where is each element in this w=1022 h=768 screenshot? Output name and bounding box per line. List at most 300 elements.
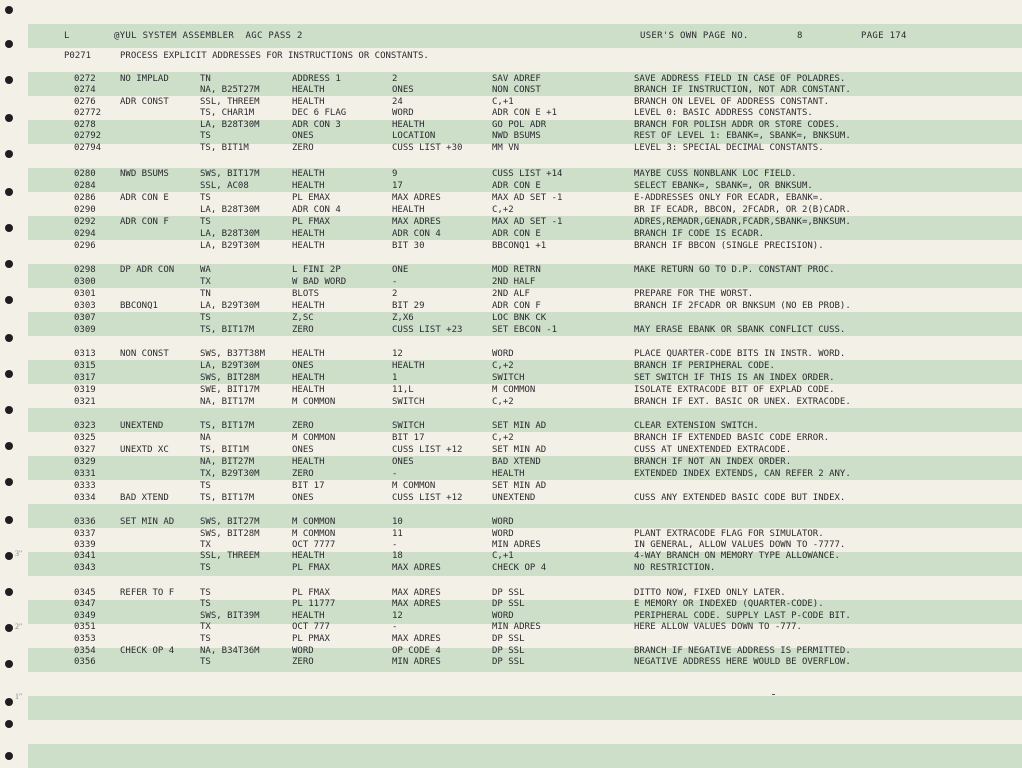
listing-row <box>0 517 1022 528</box>
address-3: NWD BSUMS <box>492 131 541 141</box>
location-label: ADR CON F <box>120 217 169 227</box>
address-2: WORD <box>392 108 414 118</box>
listing-row <box>0 265 1022 276</box>
address-3: MIN ADRES <box>492 540 541 550</box>
address-1: HEALTH <box>292 457 325 467</box>
operation-field: LA, B29T30M <box>200 361 260 371</box>
address-2: 12 <box>392 611 403 621</box>
address-2: MAX ADRES <box>392 599 441 609</box>
address-3: ADR CON E +1 <box>492 108 558 118</box>
remarks: E MEMORY OR INDEXED (QUARTER-CODE). <box>634 599 824 609</box>
location-label: ADR CON E <box>120 193 169 203</box>
remarks: SET SWITCH IF THIS IS AN INDEX ORDER. <box>634 373 835 383</box>
remarks: NO RESTRICTION. <box>634 563 716 573</box>
address-1: PL PMAX <box>292 634 330 644</box>
address-3: 2ND ALF <box>492 289 530 299</box>
listing-row <box>0 599 1022 610</box>
remarks: SELECT EBANK=, SBANK=, OR BNKSUM. <box>634 181 813 191</box>
listing-row <box>0 193 1022 204</box>
remarks: MAY ERASE EBANK OR SBANK CONFLICT CUSS. <box>634 325 846 335</box>
location-label: NWD BSUMS <box>120 169 169 179</box>
address-3: WORD <box>492 349 514 359</box>
listing-row <box>0 289 1022 300</box>
address-2: SWITCH <box>392 397 425 407</box>
remarks: NEGATIVE ADDRESS HERE WOULD BE OVERFLOW. <box>634 657 851 667</box>
listing-row <box>0 529 1022 540</box>
address-3: BAD XTEND <box>492 457 541 467</box>
address-2: 9 <box>392 169 398 179</box>
listing-row <box>0 540 1022 551</box>
address-3: NON CONST <box>492 85 541 95</box>
listing-row <box>0 646 1022 657</box>
address-3: CUSS LIST +14 <box>492 169 563 179</box>
address-2: CUSS LIST +12 <box>392 445 463 455</box>
remarks: PERIPHERAL CODE. SUPPLY LAST P-CODE BIT. <box>634 611 851 621</box>
address-2: ONES <box>392 85 414 95</box>
line-number: 0351 <box>74 622 96 632</box>
location-label: BAD XTEND <box>120 493 169 503</box>
remarks: ISOLATE EXTRACODE BIT OF EXPLAD CODE. <box>634 385 835 395</box>
operation-field: TX <box>200 622 211 632</box>
line-number: 0329 <box>74 457 96 467</box>
listing-row <box>0 97 1022 108</box>
line-number: 0321 <box>74 397 96 407</box>
address-3: WORD <box>492 611 514 621</box>
line-number: 0336 <box>74 517 96 527</box>
line-number: 0354 <box>74 646 96 656</box>
remarks: BRANCH IF CODE IS ECADR. <box>634 229 765 239</box>
ruler-mark: 1" <box>15 692 23 701</box>
line-number: 0300 <box>74 277 96 287</box>
listing-row <box>0 241 1022 252</box>
operation-field: TS <box>200 588 211 598</box>
address-1: HEALTH <box>292 611 325 621</box>
remarks: PLACE QUARTER-CODE BITS IN INSTR. WORD. <box>634 349 846 359</box>
operation-field: SWS, BIT39M <box>200 611 260 621</box>
operation-field: NA <box>200 433 211 443</box>
address-3: C,+1 <box>492 551 514 561</box>
address-1: ZERO <box>292 421 314 431</box>
line-number: 0327 <box>74 445 96 455</box>
listing-row <box>0 611 1022 622</box>
address-2: MAX ADRES <box>392 634 441 644</box>
operation-field: SWE, BIT17M <box>200 385 260 395</box>
address-2: 17 <box>392 181 403 191</box>
address-1: ZERO <box>292 469 314 479</box>
operation-field: SWS, BIT28M <box>200 529 260 539</box>
address-2: 1 <box>392 373 398 383</box>
operation-field: TN <box>200 289 211 299</box>
remarks: PREPARE FOR THE WORST. <box>634 289 754 299</box>
operation-field: SSL, THREEM <box>200 551 260 561</box>
address-1: M COMMON <box>292 433 336 443</box>
address-1: HEALTH <box>292 385 325 395</box>
address-1: HEALTH <box>292 181 325 191</box>
line-number: 0303 <box>74 301 96 311</box>
address-2: M COMMON <box>392 481 436 491</box>
address-1: L FINI 2P <box>292 265 341 275</box>
address-1: Z,SC <box>292 313 314 323</box>
remarks: HERE ALLOW VALUES DOWN TO -777. <box>634 622 802 632</box>
address-2: 11,L <box>392 385 414 395</box>
address-2: Z,X6 <box>392 313 414 323</box>
operation-field: SWS, BIT17M <box>200 169 260 179</box>
operation-field: TS, BIT17M <box>200 325 255 335</box>
remarks: CUSS ANY EXTENDED BASIC CODE BUT INDEX. <box>634 493 846 503</box>
listing-row <box>0 131 1022 142</box>
listing-row <box>0 349 1022 360</box>
address-2: MAX ADRES <box>392 563 441 573</box>
remarks: MAKE RETURN GO TO D.P. CONSTANT PROC. <box>634 265 835 275</box>
scan-speck <box>772 694 775 695</box>
listing-row <box>0 563 1022 574</box>
remarks: CUSS AT UNEXTENDED EXTRACODE. <box>634 445 792 455</box>
line-number: 0331 <box>74 469 96 479</box>
listing-row <box>0 445 1022 456</box>
address-2: SWITCH <box>392 421 425 431</box>
address-2: MAX ADRES <box>392 588 441 598</box>
line-number: 0313 <box>74 349 96 359</box>
line-number: 0347 <box>74 599 96 609</box>
address-1: ONES <box>292 493 314 503</box>
address-3: BBCONQ1 +1 <box>492 241 547 251</box>
remarks: BRANCH IF NEGATIVE ADDRESS IS PERMITTED. <box>634 646 851 656</box>
address-2: ONES <box>392 457 414 467</box>
listing-row <box>0 361 1022 372</box>
address-3: DP SSL <box>492 599 525 609</box>
address-2: HEALTH <box>392 205 425 215</box>
listing-row <box>0 120 1022 131</box>
remarks: 4-WAY BRANCH ON MEMORY TYPE ALLOWANCE. <box>634 551 840 561</box>
page-number: PAGE 174 <box>861 31 907 41</box>
operation-field: TS, BIT17M <box>200 421 255 431</box>
listing-row <box>0 634 1022 645</box>
location-label: UNEXTEND <box>120 421 164 431</box>
operation-field: TS, BIT1M <box>200 143 249 153</box>
remarks: LEVEL 0: BASIC ADDRESS CONSTANTS. <box>634 108 813 118</box>
listing-row <box>0 457 1022 468</box>
assembler-title: @YUL SYSTEM ASSEMBLER AGC PASS 2 <box>114 31 303 41</box>
location-label: NON CONST <box>120 349 169 359</box>
address-1: BLOTS <box>292 289 320 299</box>
location-label: REFER TO F <box>120 588 175 598</box>
line-number: 02794 <box>74 143 102 153</box>
address-2: CUSS LIST +12 <box>392 493 463 503</box>
listing-row <box>0 469 1022 480</box>
address-1: WORD <box>292 646 314 656</box>
line-number: 0290 <box>74 205 96 215</box>
users-page-number: 8 <box>797 31 803 41</box>
listing-row <box>0 301 1022 312</box>
line-number: 02792 <box>74 131 102 141</box>
listing-row <box>0 622 1022 633</box>
line-number: 0337 <box>74 529 96 539</box>
address-3: MAX AD SET -1 <box>492 217 563 227</box>
address-1: W BAD WORD <box>292 277 347 287</box>
listing-row <box>0 313 1022 324</box>
address-1: PL EMAX <box>292 193 330 203</box>
operation-field: LA, B28T30M <box>200 229 260 239</box>
listing-row <box>0 143 1022 154</box>
remarks: SAVE ADDRESS FIELD IN CASE OF POLADRES. <box>634 74 846 84</box>
address-2: - <box>392 469 398 479</box>
remarks: CLEAR EXTENSION SWITCH. <box>634 421 759 431</box>
remarks: DITTO NOW, FIXED ONLY LATER. <box>634 588 786 598</box>
address-1: OCT 777 <box>292 622 330 632</box>
line-number: 0341 <box>74 551 96 561</box>
address-3: MOD RETRN <box>492 265 541 275</box>
operation-field: TS <box>200 217 211 227</box>
address-3: WORD <box>492 529 514 539</box>
operation-field: TX <box>200 540 211 550</box>
line-number: 0284 <box>74 181 96 191</box>
address-1: ADR CON 4 <box>292 205 341 215</box>
section-title-text: PROCESS EXPLICIT ADDRESSES FOR INSTRUCTIONS OR CONSTANTS. <box>120 51 429 61</box>
line-number: 0278 <box>74 120 96 130</box>
operation-field: TX, B29T30M <box>200 469 260 479</box>
listing-row <box>0 657 1022 668</box>
line-number: 0274 <box>74 85 96 95</box>
address-1: OCT 7777 <box>292 540 336 550</box>
operation-field: TS <box>200 131 211 141</box>
listing-row <box>0 373 1022 384</box>
location-label: SET MIN AD <box>120 517 175 527</box>
operation-field: TS, CHAR1M <box>200 108 255 118</box>
address-3: ADR CON E <box>492 229 541 239</box>
line-number: 0333 <box>74 481 96 491</box>
listing-row <box>0 217 1022 228</box>
address-1: HEALTH <box>292 241 325 251</box>
listing-row <box>0 205 1022 216</box>
address-2: ADR CON 4 <box>392 229 441 239</box>
address-3: ADR CON F <box>492 301 541 311</box>
operation-field: SWS, BIT28M <box>200 373 260 383</box>
address-2: - <box>392 622 398 632</box>
address-2: MIN ADRES <box>392 657 441 667</box>
operation-field: SSL, AC08 <box>200 181 249 191</box>
address-1: M COMMON <box>292 529 336 539</box>
listing-row <box>0 433 1022 444</box>
line-number: 0323 <box>74 421 96 431</box>
address-1: ONES <box>292 445 314 455</box>
remarks: ADRES,REMADR,GENADR,FCADR,SBANK=,BNKSUM. <box>634 217 851 227</box>
remarks: BRANCH IF PERIPHERAL CODE. <box>634 361 775 371</box>
address-2: 11 <box>392 529 403 539</box>
address-1: HEALTH <box>292 169 325 179</box>
address-3: C,+2 <box>492 361 514 371</box>
address-3: SWITCH <box>492 373 525 383</box>
address-2: 2 <box>392 289 398 299</box>
line-number: 0356 <box>74 657 96 667</box>
remarks: BRANCH IF BBCON (SINGLE PRECISION). <box>634 241 824 251</box>
listing-row <box>0 277 1022 288</box>
address-2: BIT 29 <box>392 301 425 311</box>
line-number: 0339 <box>74 540 96 550</box>
address-3: SAV ADREF <box>492 74 541 84</box>
operation-field: TN <box>200 74 211 84</box>
address-2: - <box>392 540 398 550</box>
address-3: LOC BNK CK <box>492 313 547 323</box>
address-3: GO POL ADR <box>492 120 547 130</box>
remarks: MAYBE CUSS NONBLANK LOC FIELD. <box>634 169 797 179</box>
location-label: CHECK OP 4 <box>120 646 175 656</box>
address-2: MAX ADRES <box>392 217 441 227</box>
operation-field: TS <box>200 599 211 609</box>
address-1: PL FMAX <box>292 588 330 598</box>
listing-row <box>0 325 1022 336</box>
address-3: 2ND HALF <box>492 277 536 287</box>
listing-row <box>0 493 1022 504</box>
address-3: C,+2 <box>492 397 514 407</box>
operation-field: NA, B25T27M <box>200 85 260 95</box>
address-1: HEALTH <box>292 229 325 239</box>
users-page-label: USER'S OWN PAGE NO. <box>640 31 749 41</box>
operation-field: SWS, B37T38M <box>200 349 266 359</box>
line-number: 0272 <box>74 74 96 84</box>
line-number: 0296 <box>74 241 96 251</box>
address-1: HEALTH <box>292 97 325 107</box>
operation-field: LA, B28T30M <box>200 120 260 130</box>
address-2: 12 <box>392 349 403 359</box>
line-number: 0345 <box>74 588 96 598</box>
operation-field: TS <box>200 563 211 573</box>
address-2: 10 <box>392 517 403 527</box>
listing-row <box>0 385 1022 396</box>
ruler-mark: 2" <box>15 622 23 631</box>
address-2: BIT 17 <box>392 433 425 443</box>
address-3: M COMMON <box>492 385 536 395</box>
line-number: 02772 <box>74 108 102 118</box>
line-number: 0307 <box>74 313 96 323</box>
remarks: BR IF ECADR, BBCON, 2FCADR, OR 2(B)CADR. <box>634 205 851 215</box>
address-1: M COMMON <box>292 517 336 527</box>
address-1: HEALTH <box>292 349 325 359</box>
address-3: MAX AD SET -1 <box>492 193 563 203</box>
operation-field: TS <box>200 634 211 644</box>
remarks: BRANCH IF EXT. BASIC OR UNEX. EXTRACODE. <box>634 397 851 407</box>
line-number: 0319 <box>74 385 96 395</box>
address-3: MM VN <box>492 143 520 153</box>
line-number: 0349 <box>74 611 96 621</box>
location-label: DP ADR CON <box>120 265 175 275</box>
address-2: ONE <box>392 265 409 275</box>
listing-row <box>0 397 1022 408</box>
operation-field: TS, BIT1M <box>200 445 249 455</box>
listing-row <box>0 169 1022 180</box>
operation-field: LA, B28T30M <box>200 205 260 215</box>
line-number: 0343 <box>74 563 96 573</box>
address-2: MAX ADRES <box>392 193 441 203</box>
line-number: 0294 <box>74 229 96 239</box>
line-number: 0292 <box>74 217 96 227</box>
address-2: LOCATION <box>392 131 436 141</box>
line-number: 0315 <box>74 361 96 371</box>
remarks: BRANCH IF INSTRUCTION, NOT ADR CONSTANT. <box>634 85 851 95</box>
address-1: HEALTH <box>292 373 325 383</box>
location-label: UNEXTD XC <box>120 445 169 455</box>
address-1: DEC 6 FLAG <box>292 108 347 118</box>
line-number: 0353 <box>74 634 96 644</box>
address-2: BIT 30 <box>392 241 425 251</box>
line-number: 0301 <box>74 289 96 299</box>
ruler-mark: 3" <box>15 549 23 558</box>
remarks: BRANCH ON LEVEL OF ADDRESS CONSTANT. <box>634 97 830 107</box>
address-1: ZERO <box>292 325 314 335</box>
operation-field: TS, BIT17M <box>200 493 255 503</box>
address-2: 24 <box>392 97 403 107</box>
listing-row <box>0 551 1022 562</box>
address-3: DP SSL <box>492 646 525 656</box>
address-3: C,+2 <box>492 205 514 215</box>
listing-row <box>0 588 1022 599</box>
line-number: 0334 <box>74 493 96 503</box>
address-1: ZERO <box>292 657 314 667</box>
location-label: ADR CONST <box>120 97 169 107</box>
address-1: ADR CON 3 <box>292 120 341 130</box>
operation-field: NA, BIT27M <box>200 457 255 467</box>
line-number: 0309 <box>74 325 96 335</box>
operation-field: LA, B29T30M <box>200 301 260 311</box>
line-number: 0276 <box>74 97 96 107</box>
address-3: SET MIN AD <box>492 445 547 455</box>
line-number: 0286 <box>74 193 96 203</box>
listing-row <box>0 85 1022 96</box>
address-1: M COMMON <box>292 397 336 407</box>
address-3: CHECK OP 4 <box>492 563 547 573</box>
listing-row <box>0 181 1022 192</box>
operation-field: SWS, BIT27M <box>200 517 260 527</box>
operation-field: LA, B29T30M <box>200 241 260 251</box>
address-1: PL FMAX <box>292 563 330 573</box>
remarks: BRANCH IF 2FCADR OR BNKSUM (NO EB PROB). <box>634 301 851 311</box>
address-2: CUSS LIST +30 <box>392 143 463 153</box>
address-1: HEALTH <box>292 551 325 561</box>
operation-field: SSL, THREEM <box>200 97 260 107</box>
line-number: 0325 <box>74 433 96 443</box>
address-3: HEALTH <box>492 469 525 479</box>
address-2: 2 <box>392 74 398 84</box>
address-3: ADR CON E <box>492 181 541 191</box>
remarks: BRANCH FOR POLISH ADDR OR STORE CODES. <box>634 120 840 130</box>
address-3: C,+2 <box>492 433 514 443</box>
listing-row <box>0 108 1022 119</box>
listing-row <box>0 74 1022 85</box>
operation-field: TS <box>200 193 211 203</box>
remarks: REST OF LEVEL 1: EBANK=, SBANK=, BNKSUM. <box>634 131 851 141</box>
remarks: E-ADDRESSES ONLY FOR ECADR, EBANK=. <box>634 193 824 203</box>
address-2: CUSS LIST +23 <box>392 325 463 335</box>
address-1: PL 11777 <box>292 599 336 609</box>
operation-field: WA <box>200 265 211 275</box>
operation-field: NA, B34T36M <box>200 646 260 656</box>
line-number: 0280 <box>74 169 96 179</box>
line-number: 0298 <box>74 265 96 275</box>
location-label: BBCONQ1 <box>120 301 158 311</box>
address-1: ONES <box>292 131 314 141</box>
address-1: ZERO <box>292 143 314 153</box>
address-1: PL FMAX <box>292 217 330 227</box>
address-3: SET EBCON -1 <box>492 325 558 335</box>
address-1: BIT 17 <box>292 481 325 491</box>
address-1: ADDRESS 1 <box>292 74 341 84</box>
address-3: C,+1 <box>492 97 514 107</box>
address-1: HEALTH <box>292 85 325 95</box>
remarks: BRANCH IF EXTENDED BASIC CODE ERROR. <box>634 433 830 443</box>
remarks: LEVEL 3: SPECIAL DECIMAL CONSTANTS. <box>634 143 824 153</box>
listing-row <box>0 481 1022 492</box>
address-3: MIN ADRES <box>492 622 541 632</box>
header-left-mark: L <box>64 31 70 41</box>
